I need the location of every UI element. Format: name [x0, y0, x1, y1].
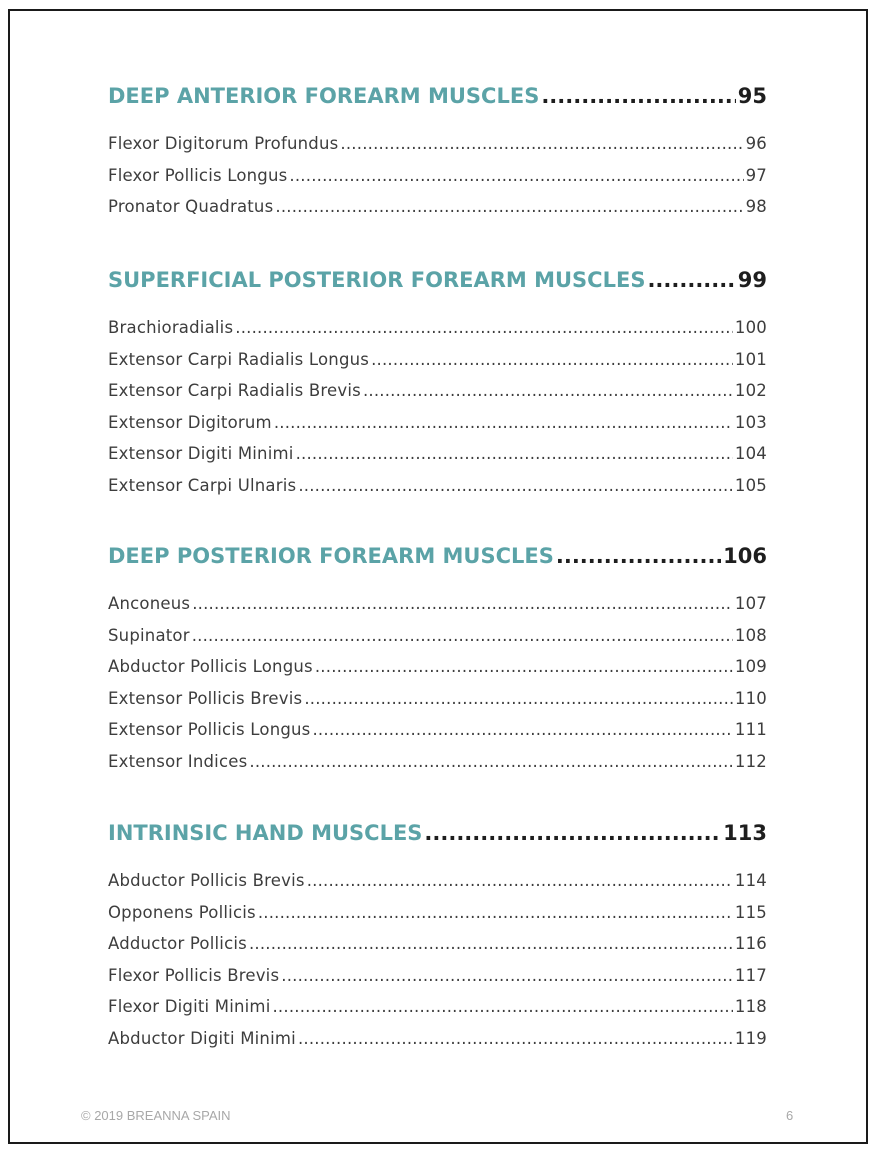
entry-page-number: 119 — [734, 1028, 767, 1048]
section-page-number: 95 — [737, 84, 767, 108]
entry-label: Extensor Pollicis Brevis — [108, 688, 303, 708]
entry-label: Pronator Quadratus — [108, 197, 274, 216]
entry-page-number: 98 — [745, 197, 767, 216]
dot-leader — [307, 871, 733, 890]
dot-leader — [275, 197, 743, 216]
footer-copyright: © 2019 BREANNA SPAIN — [81, 1108, 231, 1123]
dot-leader — [371, 350, 733, 369]
entry-page-number: 104 — [734, 444, 767, 463]
footer-page-number: 6 — [786, 1108, 794, 1123]
section-title: INTRINSIC HAND MUSCLES — [108, 821, 423, 845]
dot-leader — [298, 476, 733, 495]
section-page-number: 99 — [737, 268, 767, 292]
entry-page-number: 114 — [734, 871, 767, 890]
section-heading[interactable] — [108, 821, 767, 847]
dot-leader — [281, 966, 733, 985]
entry-label: Brachioradialis — [108, 318, 234, 337]
dot-leader — [363, 381, 733, 400]
dot-leader — [647, 268, 735, 292]
toc-entry[interactable] — [108, 689, 767, 721]
entry-page-number: 116 — [734, 934, 767, 953]
toc-entry[interactable] — [108, 626, 767, 658]
entry-page-number: 100 — [734, 318, 767, 337]
toc-entry[interactable] — [108, 657, 767, 689]
toc-entry[interactable] — [108, 871, 767, 903]
entry-label: Abductor Pollicis Longus — [108, 657, 313, 676]
entry-label: Extensor Carpi Radialis Brevis — [108, 381, 361, 400]
entry-label: Abductor Pollicis Brevis — [108, 871, 305, 890]
toc-entry[interactable] — [108, 166, 767, 198]
toc-section — [108, 544, 767, 783]
dot-leader — [541, 84, 735, 108]
toc-entry[interactable] — [108, 720, 767, 752]
toc-entry[interactable] — [108, 997, 767, 1029]
toc-section — [108, 84, 767, 229]
toc-entry[interactable] — [108, 966, 767, 998]
dot-leader — [298, 1029, 733, 1048]
entry-label: Flexor Pollicis Brevis — [108, 965, 280, 985]
entry-page-number: 97 — [745, 165, 767, 185]
dot-leader — [556, 544, 721, 568]
entry-label: Anconeus — [108, 594, 191, 613]
entry-page-number: 117 — [734, 965, 767, 985]
entry-page-number: 111 — [734, 720, 767, 739]
dot-leader — [249, 752, 733, 771]
toc-entry[interactable] — [108, 903, 767, 935]
dot-leader — [274, 413, 733, 432]
entry-page-number: 112 — [734, 751, 767, 771]
entry-label: Adductor Pollicis — [108, 934, 247, 953]
section-heading[interactable] — [108, 84, 767, 110]
dot-leader — [272, 997, 732, 1016]
toc-section — [108, 821, 767, 1060]
section-page-number: 106 — [723, 544, 767, 568]
entry-label: Supinator — [108, 625, 190, 645]
toc-entry[interactable] — [108, 413, 767, 445]
entry-label: Extensor Pollicis Longus — [108, 720, 311, 739]
entry-page-number: 115 — [734, 902, 767, 922]
toc-entry[interactable] — [108, 476, 767, 508]
entry-label: Extensor Digiti Minimi — [108, 444, 294, 463]
section-title: DEEP ANTERIOR FOREARM MUSCLES — [108, 84, 540, 108]
dot-leader — [315, 657, 733, 676]
toc-entry[interactable] — [108, 197, 767, 229]
toc-entry[interactable] — [108, 1029, 767, 1061]
section-title: SUPERFICIAL POSTERIOR FOREARM MUSCLES — [108, 268, 646, 292]
dot-leader — [424, 821, 721, 845]
toc-entry[interactable] — [108, 350, 767, 382]
dot-leader — [340, 134, 743, 153]
entry-page-number: 102 — [734, 381, 767, 400]
entry-page-number: 103 — [734, 412, 767, 432]
entry-label: Extensor Digitorum — [108, 412, 272, 432]
dot-leader — [289, 166, 743, 185]
dot-leader — [258, 903, 733, 922]
section-title: DEEP POSTERIOR FOREARM MUSCLES — [108, 544, 554, 568]
toc-entry[interactable] — [108, 752, 767, 784]
section-page-number: 113 — [723, 821, 767, 845]
dot-leader — [249, 934, 733, 953]
dot-leader — [235, 318, 733, 337]
dot-leader — [296, 444, 733, 463]
dot-leader — [304, 689, 733, 708]
toc-entry[interactable] — [108, 134, 767, 166]
toc-entry[interactable] — [108, 934, 767, 966]
entry-label: Flexor Digitorum Profundus — [108, 134, 339, 153]
entry-page-number: 109 — [734, 657, 767, 676]
entry-page-number: 105 — [734, 475, 767, 495]
entry-label: Abductor Digiti Minimi — [108, 1028, 296, 1048]
entry-page-number: 110 — [734, 688, 767, 708]
entry-page-number: 107 — [734, 594, 767, 613]
toc-entry[interactable] — [108, 594, 767, 626]
entry-page-number: 108 — [734, 625, 767, 645]
toc-section — [108, 268, 767, 507]
section-heading[interactable] — [108, 544, 767, 570]
entry-page-number: 96 — [745, 134, 767, 153]
entry-label: Extensor Indices — [108, 751, 248, 771]
entry-label: Extensor Carpi Ulnaris — [108, 475, 297, 495]
entry-label: Opponens Pollicis — [108, 902, 256, 922]
toc-entry[interactable] — [108, 318, 767, 350]
entry-page-number: 118 — [734, 997, 767, 1016]
dot-leader — [192, 594, 733, 613]
entry-page-number: 101 — [734, 349, 767, 369]
entry-label: Flexor Pollicis Longus — [108, 165, 288, 185]
dot-leader — [192, 626, 733, 645]
entry-label: Extensor Carpi Radialis Longus — [108, 349, 370, 369]
toc-entry[interactable] — [108, 444, 767, 476]
toc-entry[interactable] — [108, 381, 767, 413]
entry-label: Flexor Digiti Minimi — [108, 997, 271, 1016]
dot-leader — [312, 720, 732, 739]
section-heading[interactable] — [108, 268, 767, 294]
